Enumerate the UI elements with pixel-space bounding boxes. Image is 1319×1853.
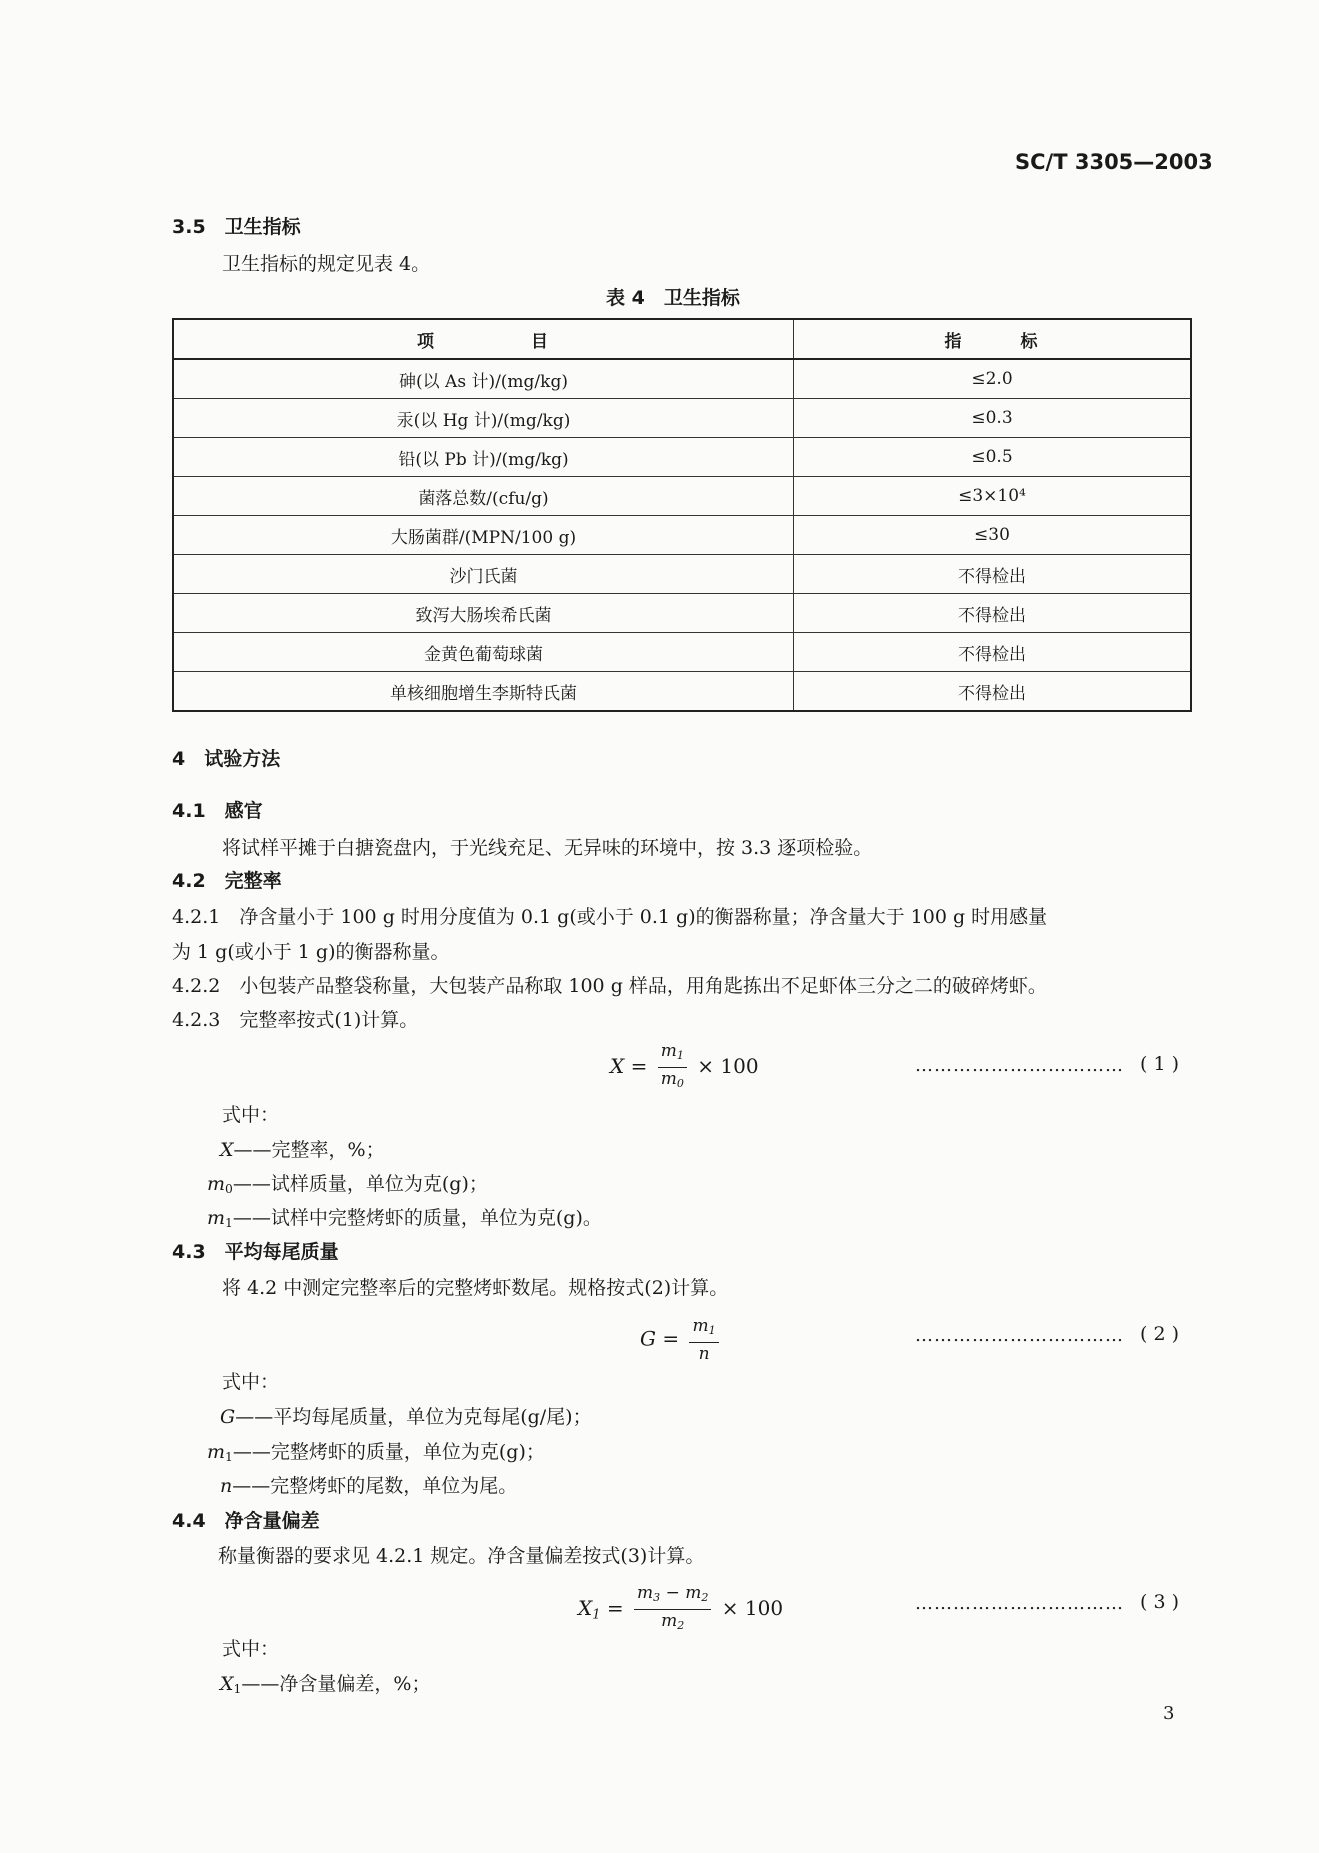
where3-var1: $X_1——$净含量偏差，%； — [220, 1673, 431, 1697]
table-row — [173, 633, 1191, 672]
section-4-4-heading: 4.4 净含量偏差 — [172, 1510, 320, 1532]
eq3-equals: = — [606, 1595, 624, 1620]
table-cell-value: 不得检出 — [794, 555, 1192, 594]
table-cell-item: 致泻大肠埃希氏菌 — [173, 594, 794, 633]
table-header-value: 指 标 — [794, 319, 1192, 359]
where2-var2: $m_1——$完整烤虾的质量，单位为克(g)； — [207, 1441, 545, 1465]
section-3-5-intro: 卫生指标的规定见表 4。 — [222, 253, 431, 275]
eq2-denominator: n — [698, 1343, 710, 1364]
eq3-denominator: $m_2$ — [661, 1610, 685, 1632]
eq3-numerator: $m_3 - m_2$ — [634, 1582, 711, 1610]
eq1-leader-dots: …………………………… — [915, 1055, 1124, 1076]
eq1-tail: × 100 — [697, 1053, 759, 1078]
para-4-2-1-line1: 4.2.1 净含量小于 100 g 时用分度值为 0.1 g(或小于 0.1 g)的衡器称量；净含量大于 100 g 时用感量 — [172, 906, 1048, 928]
section-4-3-text: 将 4.2 中测定完整率后的完整烤虾数尾。规格按式(2)计算。 — [222, 1277, 729, 1299]
eq1-fraction — [658, 1040, 687, 1095]
eq2-fraction — [689, 1315, 718, 1365]
where3-title: 式中： — [222, 1638, 280, 1660]
table-cell-value: ≤30 — [794, 516, 1192, 555]
table-cell-value: ≤2.0 — [794, 359, 1192, 399]
eq1-equals: = — [630, 1053, 648, 1078]
table-cell-item: 大肠菌群/(MPN/100 g) — [173, 516, 794, 555]
table-header-row — [173, 319, 1191, 359]
para-4-2-3: 4.2.3 完整率按式(1)计算。 — [172, 1009, 419, 1031]
table-4 — [172, 318, 1192, 712]
eq2-lhs: G — [640, 1326, 656, 1351]
table-cell-value: 不得检出 — [794, 672, 1192, 712]
eq3-label: ( 3 ) — [1140, 1591, 1179, 1613]
where2-var1: G——平均每尾质量，单位为克每尾(g/尾)； — [220, 1406, 592, 1428]
eq2-numerator: $m_1$ — [689, 1315, 718, 1343]
table-cell-value: ≤3×10⁴ — [794, 477, 1192, 516]
section-3-5-heading: 3.5 卫生指标 — [172, 216, 301, 238]
table-cell-item: 单核细胞增生李斯特氏菌 — [173, 672, 794, 712]
eq2-leader-dots: …………………………… — [915, 1325, 1124, 1346]
equation-2 — [640, 1315, 723, 1365]
where2-title: 式中： — [222, 1371, 280, 1393]
table-row — [173, 399, 1191, 438]
table-cell-item: 铅(以 Pb 计)/(mg/kg) — [173, 438, 794, 477]
table-4-caption: 表 4 卫生指标 — [606, 287, 740, 309]
where1-var1: X——完整率，%； — [220, 1139, 385, 1161]
page-number: 3 — [1163, 1703, 1175, 1724]
section-4-1-heading: 4.1 感官 — [172, 800, 263, 822]
eq1-denominator: $m_0$ — [660, 1068, 684, 1090]
section-4-3-heading: 4.3 平均每尾质量 — [172, 1241, 339, 1263]
eq1-numerator: $m_1$ — [658, 1040, 687, 1068]
para-4-2-2: 4.2.2 小包装产品整袋称量，大包装产品称取 100 g 样品，用角匙拣出不足虾体三分之二的破碎烤虾。 — [172, 975, 1047, 997]
where1-var3: $m_1——$试样中完整烤虾的质量，单位为克(g)。 — [207, 1207, 602, 1231]
where2-var3: n——完整烤虾的尾数，单位为尾。 — [220, 1475, 518, 1497]
table-cell-value: 不得检出 — [794, 594, 1192, 633]
table-row — [173, 438, 1191, 477]
eq2-equals: = — [662, 1326, 680, 1351]
equation-3 — [578, 1582, 783, 1637]
section-4-heading: 4 试验方法 — [172, 748, 281, 770]
table-row — [173, 477, 1191, 516]
equation-1 — [610, 1040, 759, 1095]
section-4-1-text: 将试样平摊于白搪瓷盘内，于光线充足、无异味的环境中，按 3.3 逐项检验。 — [222, 837, 873, 859]
standard-id: SC/T 3305—2003 — [1015, 150, 1213, 174]
table-cell-item: 金黄色葡萄球菌 — [173, 633, 794, 672]
table-cell-item: 砷(以 As 计)/(mg/kg) — [173, 359, 794, 399]
table-row — [173, 555, 1191, 594]
eq3-leader-dots: …………………………… — [915, 1593, 1124, 1614]
eq1-lhs: X — [610, 1053, 625, 1078]
table-cell-item: 沙门氏菌 — [173, 555, 794, 594]
table-row — [173, 594, 1191, 633]
table-row — [173, 359, 1191, 399]
section-4-2-heading: 4.2 完整率 — [172, 870, 282, 892]
where1-var2: $m_0——$试样质量，单位为克(g)； — [207, 1173, 488, 1197]
eq2-label: ( 2 ) — [1140, 1323, 1179, 1345]
table-row — [173, 516, 1191, 555]
para-4-2-1-line2: 为 1 g(或小于 1 g)的衡器称量。 — [172, 941, 450, 963]
eq3-lhs: $X_1$ — [578, 1595, 601, 1622]
eq1-label: ( 1 ) — [1140, 1053, 1179, 1075]
table-cell-value: ≤0.3 — [794, 399, 1192, 438]
eq3-tail: × 100 — [721, 1595, 784, 1620]
table-cell-item: 汞(以 Hg 计)/(mg/kg) — [173, 399, 794, 438]
table-cell-value: 不得检出 — [794, 633, 1192, 672]
table-cell-value: ≤0.5 — [794, 438, 1192, 477]
section-4-4-text: 称量衡器的要求见 4.2.1 规定。净含量偏差按式(3)计算。 — [218, 1545, 705, 1567]
eq3-fraction — [634, 1582, 711, 1637]
table-header-item: 项 目 — [173, 319, 794, 359]
table-row — [173, 672, 1191, 712]
where1-title: 式中： — [222, 1104, 280, 1126]
table-cell-item: 菌落总数/(cfu/g) — [173, 477, 794, 516]
